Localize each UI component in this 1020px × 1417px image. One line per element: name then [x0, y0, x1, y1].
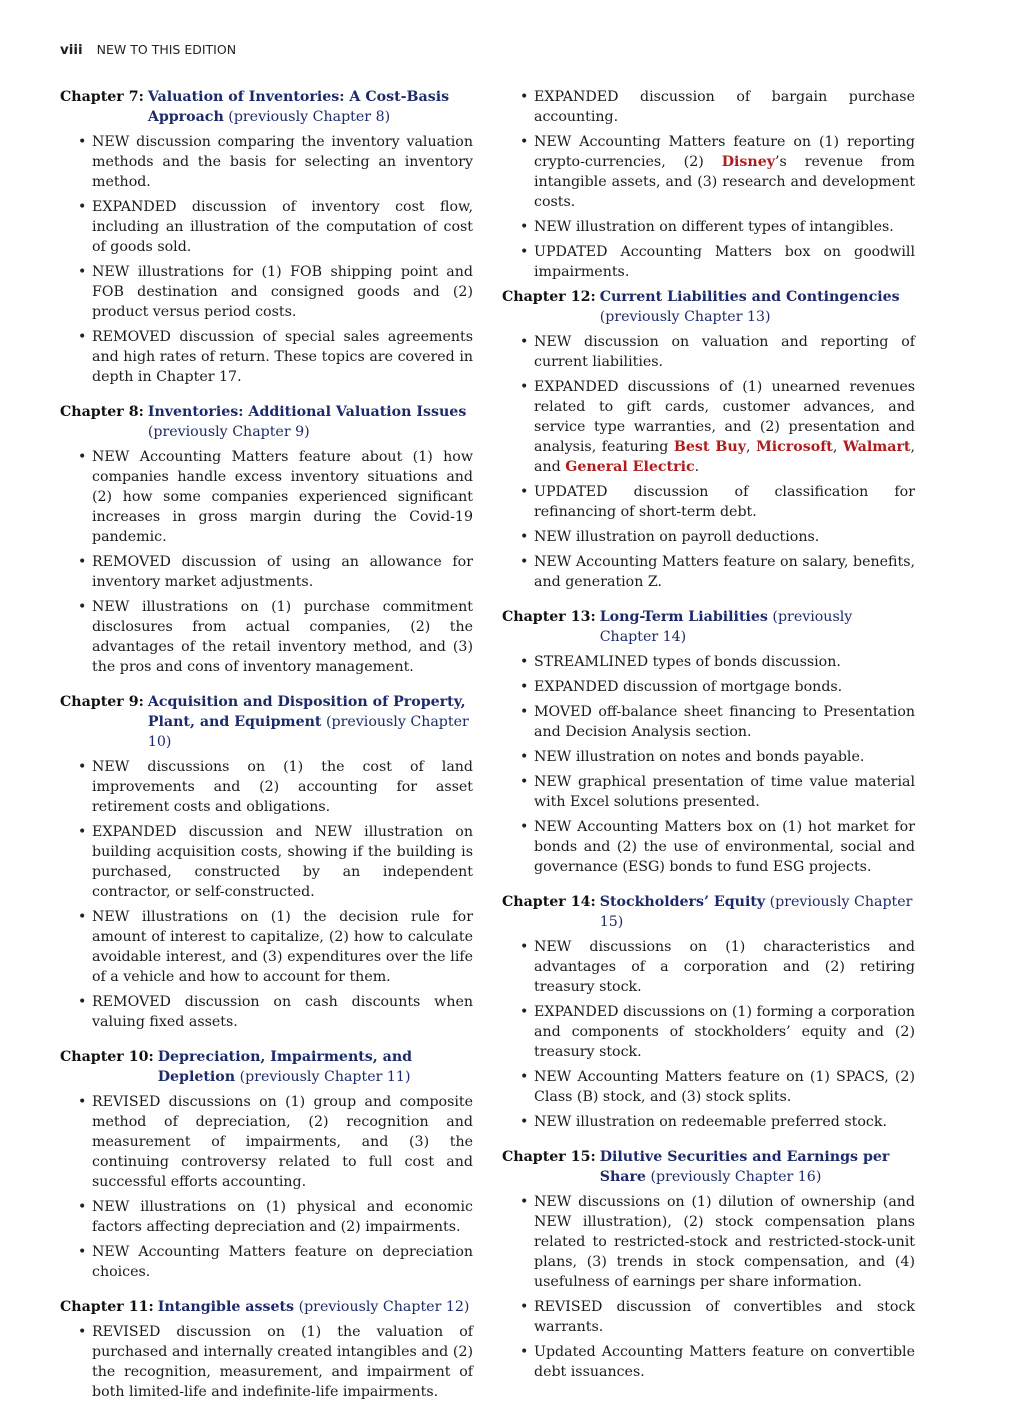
- previous-chapter-note: (previously Chapter 15): [599, 894, 913, 930]
- chapter-number: Chapter 14:: [502, 894, 596, 910]
- list-item: • MOVED off-balance sheet financing to Presentation and Decision Analysis section.: [502, 702, 915, 742]
- chapter-heading: [502, 607, 915, 647]
- chapter-title: Dilutive Securities and Earnings per Share: [599, 1149, 890, 1185]
- chapter-15-section: [502, 1147, 915, 1382]
- chapter-number: Chapter 11:: [60, 1299, 154, 1315]
- list-item: • NEW illustrations on (1) physical and economic factors affecting depreciation and (2) impairments.: [60, 1197, 473, 1237]
- chapter-14-section: [502, 892, 915, 1132]
- list-item: • NEW illustrations for (1) FOB shipping point and FOB destination and consigned goods and (2) product versus period costs.: [60, 262, 473, 322]
- list-item: • NEW discussion comparing the inventory valuation methods and the basis for selecting an inventory method.: [60, 132, 473, 192]
- chapter-title: Long-Term Liabilities: [599, 609, 768, 625]
- page-number: viii: [60, 42, 83, 58]
- chapter-title: Inventories: Additional Valuation Issues: [147, 404, 467, 420]
- chapter-heading: [502, 892, 915, 932]
- list-item-text: EXPANDED discussions of (1) unearned revenues related to gift cards, customer advances, and service type warranties, and (2) presentation and analysis, featuring: [534, 379, 915, 455]
- previous-chapter-note: (previously Chapter 10): [147, 714, 469, 750]
- chapter-heading: [60, 402, 473, 442]
- right-column: [502, 87, 915, 1397]
- list-item-text: ,: [832, 439, 843, 455]
- chapter-8-section: [60, 402, 473, 677]
- chapter-13-section: [502, 607, 915, 877]
- list-item: • NEW discussions on (1) dilution of ownership (and NEW illustration), (2) stock compensation plans related to restricted-stock and restricted-stock-unit plans, (3) trends in stock compensation, and (4) usefulness of earnings per share information.: [502, 1192, 915, 1292]
- list-item-text: .: [694, 459, 700, 475]
- chapter-title: Intangible assets: [157, 1299, 295, 1315]
- list-item: • UPDATED Accounting Matters box on goodwill impairments.: [502, 242, 915, 282]
- chapter-heading: [502, 1147, 915, 1187]
- list-item-text: , and: [534, 439, 915, 475]
- chapter-number: Chapter 15:: [502, 1149, 596, 1165]
- list-item-text: NEW Accounting Matters feature on (1) reporting crypto-currencies, (2): [534, 134, 915, 170]
- chapter-7-section: [60, 87, 473, 387]
- list-item: • NEW graphical presentation of time value material with Excel solutions presented.: [502, 772, 915, 812]
- previous-chapter-note: (previously Chapter 9): [147, 424, 310, 440]
- list-item: • REVISED discussion on (1) the valuation of purchased and internally created intangibles and (2) the recognition, measurement, and impairment of both limited-life and indefinite-life impairments.: [60, 1322, 473, 1402]
- company-name: Microsoft: [756, 439, 833, 455]
- chapter-number: Chapter 9:: [60, 694, 144, 710]
- chapter-number: Chapter 13:: [502, 609, 596, 625]
- bullet-list: [60, 447, 473, 677]
- list-item: • REMOVED discussion of special sales agreements and high rates of return. These topics are covered in depth in Chapter 17.: [60, 327, 473, 387]
- chapter-heading: [502, 287, 915, 327]
- chapter-9-section: [60, 692, 473, 1032]
- list-item: • NEW Accounting Matters box on (1) hot market for bonds and (2) the use of environmental, social and governance (ESG) bonds to fund ESG projects.: [502, 817, 915, 877]
- chapter-title: Valuation of Inventories: A Cost-Basis Approach: [147, 89, 450, 125]
- previous-chapter-note: (previously Chapter 8): [228, 109, 391, 125]
- previous-chapter-note: (previously Chapter 13): [599, 309, 771, 325]
- chapter-number: Chapter 7:: [60, 89, 144, 105]
- previous-chapter-note: (previously Chapter 11): [239, 1069, 411, 1085]
- chapter-heading: [60, 692, 473, 752]
- list-item-text: ,: [745, 439, 757, 455]
- list-item: • Updated Accounting Matters feature on convertible debt issuances.: [502, 1342, 915, 1382]
- company-name: General Electric: [565, 459, 695, 475]
- list-item: • UPDATED discussion of classification for refinancing of short-term debt.: [502, 482, 915, 522]
- list-item: • NEW Accounting Matters feature about (1) how companies handle excess inventory situations and (2) how some companies experienced significant increases in gross margin during the Covid-19 pandemic.: [60, 447, 473, 547]
- list-item: • EXPANDED discussion of bargain purchase accounting.: [502, 87, 915, 127]
- list-item: • NEW illustration on redeemable preferred stock.: [502, 1112, 915, 1132]
- bullet-list: [60, 1092, 473, 1282]
- chapter-heading: [60, 1047, 473, 1087]
- bullet-list: [502, 332, 915, 592]
- chapter-number: Chapter 10:: [60, 1049, 154, 1065]
- list-item: • EXPANDED discussion of inventory cost flow, including an illustration of the computation of cost of goods sold.: [60, 197, 473, 257]
- list-item: [502, 132, 915, 212]
- list-item: • REVISED discussions on (1) group and composite method of depreciation, (2) recognition and measurement of impairments, and (3) the continuing controversy related to full cost and successful efforts accounting.: [60, 1092, 473, 1192]
- chapter-heading: [60, 1297, 473, 1317]
- list-item: • NEW discussions on (1) the cost of land improvements and (2) accounting for asset retirement costs and obligations.: [60, 757, 473, 817]
- running-header: [60, 42, 236, 58]
- bullet-list: [502, 937, 915, 1132]
- chapter-title: Depreciation, Impairments, and Depletion: [157, 1049, 413, 1085]
- list-item: • NEW illustration on different types of intangibles.: [502, 217, 915, 237]
- list-item-text: ’s revenue from intangible assets, and (3) research and development costs.: [534, 154, 915, 210]
- list-item: • EXPANDED discussion and NEW illustration on building acquisition costs, showing if the building is purchased, constructed by an independent contractor, or self-constructed.: [60, 822, 473, 902]
- list-item: • REVISED discussion of convertibles and stock warrants.: [502, 1297, 915, 1337]
- list-item: • REMOVED discussion on cash discounts when valuing fixed assets.: [60, 992, 473, 1032]
- bullet-list: [502, 652, 915, 877]
- list-item: • NEW Accounting Matters feature on salary, benefits, and generation Z.: [502, 552, 915, 592]
- bullet-list: [60, 757, 473, 1032]
- chapter-10-section: [60, 1047, 473, 1282]
- list-item: • NEW illustration on payroll deductions.: [502, 527, 915, 547]
- company-name: Disney: [721, 154, 775, 170]
- bullet-list: [60, 1322, 473, 1402]
- chapter-number: Chapter 8:: [60, 404, 144, 420]
- chapter-title: Current Liabilities and Contingencies: [599, 289, 900, 305]
- running-title: NEW TO THIS EDITION: [96, 42, 237, 57]
- list-item: • NEW illustrations on (1) the decision rule for amount of interest to capitalize, (2) how to calculate avoidable interest, and (3) expenditures over the life of a vehicle and how to account for them.: [60, 907, 473, 987]
- company-name: Best Buy: [673, 439, 746, 455]
- list-item: • STREAMLINED types of bonds discussion.: [502, 652, 915, 672]
- list-item: • NEW Accounting Matters feature on (1) SPACS, (2) Class (B) stock, and (3) stock splits.: [502, 1067, 915, 1107]
- previous-chapter-note: (previously Chapter 12): [298, 1299, 470, 1315]
- previous-chapter-note: (previously Chapter 14): [599, 609, 853, 645]
- list-item: • NEW discussions on (1) characteristics and advantages of a corporation and (2) retiring treasury stock.: [502, 937, 915, 997]
- list-item: • EXPANDED discussion of mortgage bonds.: [502, 677, 915, 697]
- list-item: • EXPANDED discussions on (1) forming a corporation and components of stockholders’ equity and (2) treasury stock.: [502, 1002, 915, 1062]
- list-item: • NEW illustration on notes and bonds payable.: [502, 747, 915, 767]
- chapter-11-continued-list: [502, 87, 915, 282]
- chapter-title: Stockholders’ Equity: [599, 894, 766, 910]
- list-item: • NEW discussion on valuation and reporting of current liabilities.: [502, 332, 915, 372]
- chapter-heading: [60, 87, 473, 127]
- list-item: [502, 377, 915, 477]
- chapter-12-section: [502, 287, 915, 592]
- chapter-title: Acquisition and Disposition of Property, Plant, and Equipment: [147, 694, 466, 730]
- list-item: • NEW Accounting Matters feature on depreciation choices.: [60, 1242, 473, 1282]
- company-name: Walmart: [842, 439, 911, 455]
- chapter-11-section: [60, 1297, 473, 1402]
- bullet-list: [60, 132, 473, 387]
- previous-chapter-note: (previously Chapter 16): [650, 1169, 822, 1185]
- list-item: • REMOVED discussion of using an allowance for inventory market adjustments.: [60, 552, 473, 592]
- bullet-list: [502, 1192, 915, 1382]
- list-item: • NEW illustrations on (1) purchase commitment disclosures from actual companies, (2) the advantages of the retail inventory method, and (3) the pros and cons of inventory management.: [60, 597, 473, 677]
- left-column: [60, 87, 473, 1417]
- chapter-number: Chapter 12:: [502, 289, 596, 305]
